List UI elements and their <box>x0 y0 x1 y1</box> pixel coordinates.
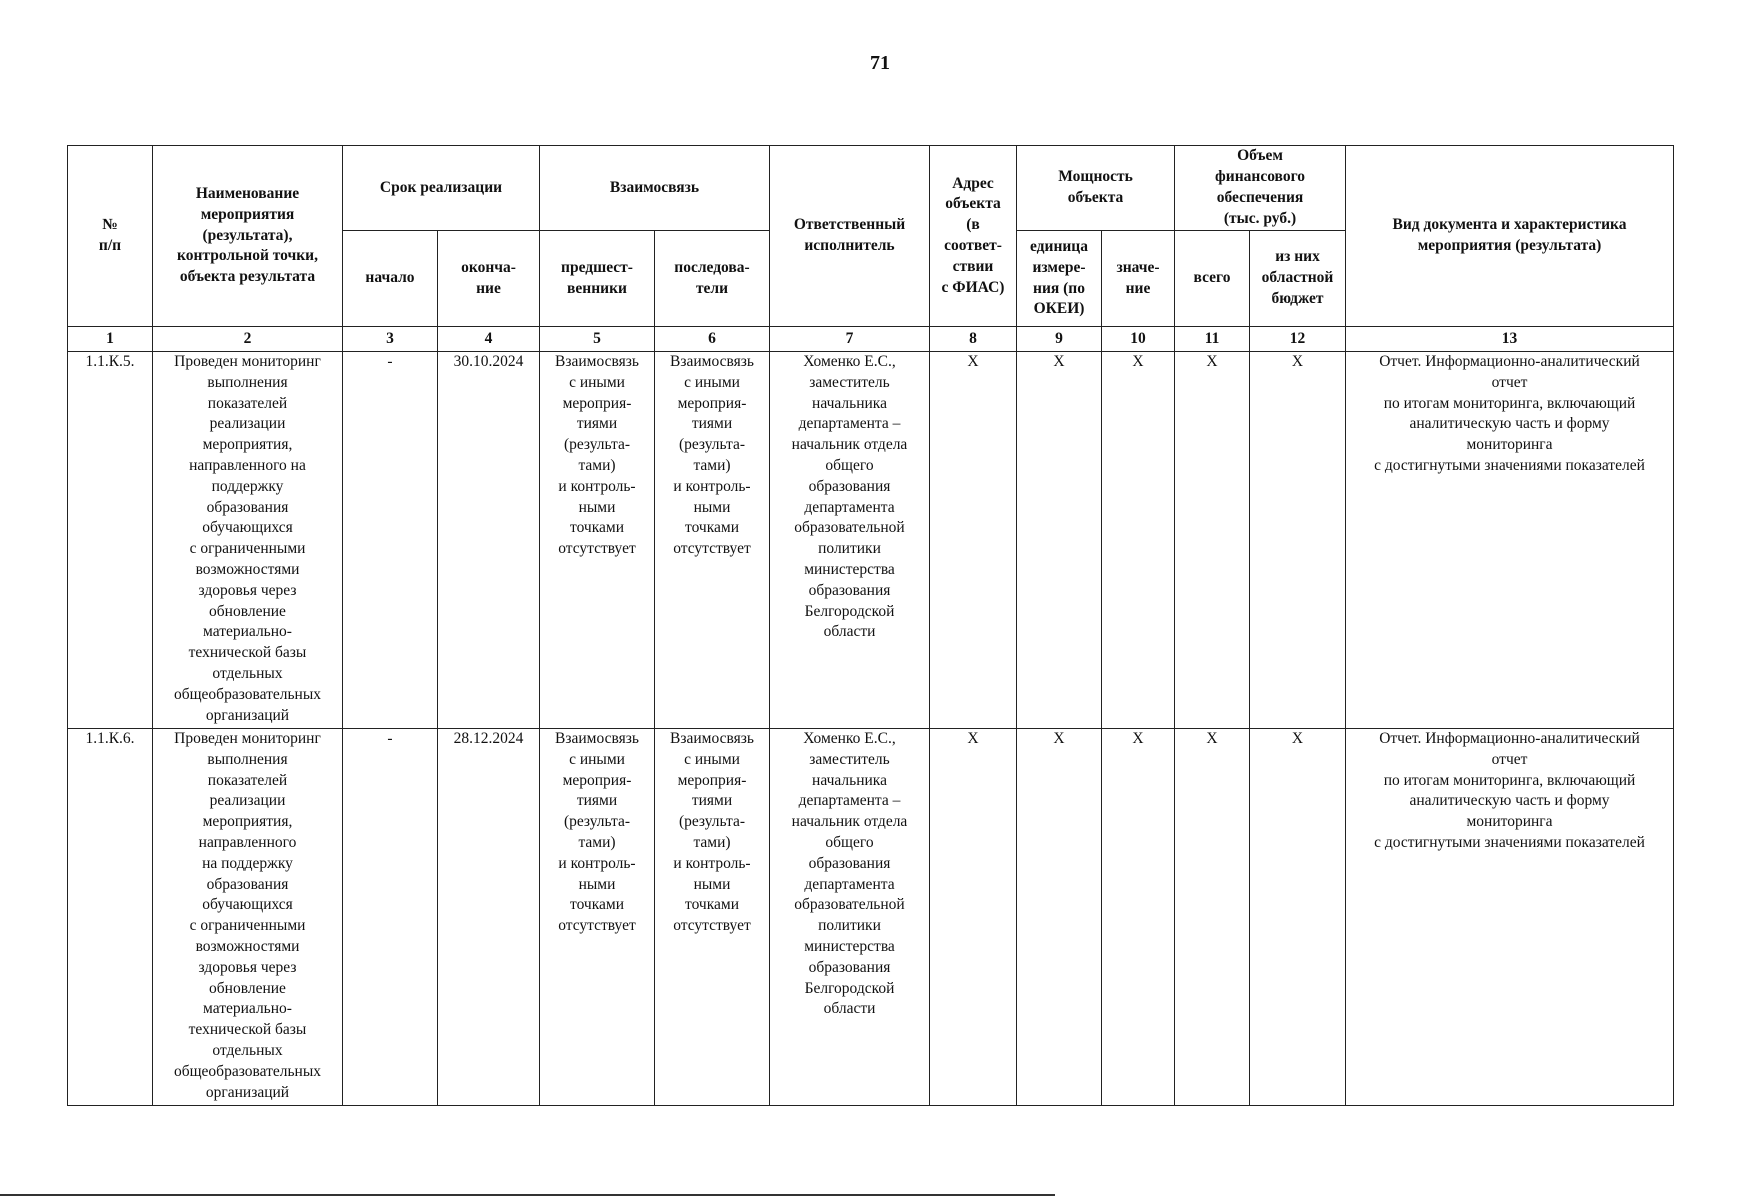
cell-value: X <box>1102 352 1175 729</box>
cell-address: X <box>930 729 1017 1106</box>
cell-predecessors: Взаимосвязь с иными мероприя- тиями (результа- тами) и контроль- ными точками отсутствует <box>540 729 655 1106</box>
cell-document: Отчет. Информационно-аналитический отчет по итогам мониторинга, включающий аналитическую часть и форму мониторинга с достигнутыми значениями показателей <box>1346 729 1674 1106</box>
column-number: 11 <box>1175 327 1250 352</box>
cell-responsible: Хоменко Е.С., заместитель начальника департамента – начальник отдела общего образования департамента образовательной политики министерства образования Белгородской области <box>770 729 930 1106</box>
page-number: 71 <box>870 52 890 74</box>
bottom-rule <box>0 1194 1055 1196</box>
column-number-row <box>68 327 1674 352</box>
header-end: оконча- ние <box>438 231 540 327</box>
cell-regional-budget: X <box>1250 729 1346 1106</box>
cell-end: 30.10.2024 <box>438 352 540 729</box>
cell-name: Проведен мониторинг выполнения показателей реализации мероприятия, направленного на поддержку образования обучающихся с ограниченными возможностями здоровья через обновление материально- технической базы отдельных общеобразовательных организаций <box>153 729 343 1106</box>
cell-value: X <box>1102 729 1175 1106</box>
column-number: 4 <box>438 327 540 352</box>
header-value: значе- ние <box>1102 231 1175 327</box>
cell-successors: Взаимосвязь с иными мероприя- тиями (результа- тами) и контроль- ными точками отсутствует <box>655 352 770 729</box>
cell-responsible: Хоменко Е.С., заместитель начальника департамента – начальник отдела общего образования департамента образовательной политики министерства образования Белгородской области <box>770 352 930 729</box>
cell-document: Отчет. Информационно-аналитический отчет по итогам мониторинга, включающий аналитическую часть и форму мониторинга с достигнутыми значениями показателей <box>1346 352 1674 729</box>
header-number: № п/п <box>68 146 153 327</box>
header-start: начало <box>343 231 438 327</box>
cell-name: Проведен мониторинг выполнения показателей реализации мероприятия, направленного на поддержку образования обучающихся с ограниченными возможностями здоровья через обновление материально- технической базы отдельных общеобразовательных организаций <box>153 352 343 729</box>
header-unit: единица измере- ния (по ОКЕИ) <box>1017 231 1102 327</box>
cell-number: 1.1.К.5. <box>68 352 153 729</box>
table-row <box>68 729 1674 1106</box>
cell-start: - <box>343 729 438 1106</box>
cell-regional-budget: X <box>1250 352 1346 729</box>
cell-total: X <box>1175 352 1250 729</box>
table-body <box>68 352 1674 1106</box>
column-number: 12 <box>1250 327 1346 352</box>
header-successors: последова- тели <box>655 231 770 327</box>
header-document: Вид документа и характеристика мероприятия (результата) <box>1346 146 1674 327</box>
header-capacity: Мощность объекта <box>1017 146 1175 231</box>
column-number: 6 <box>655 327 770 352</box>
cell-end: 28.12.2024 <box>438 729 540 1106</box>
cell-address: X <box>930 352 1017 729</box>
column-number: 8 <box>930 327 1017 352</box>
header-name: Наименование мероприятия (результата), контрольной точки, объекта результата <box>153 146 343 327</box>
header-predecessors: предшест- венники <box>540 231 655 327</box>
cell-start: - <box>343 352 438 729</box>
cell-unit: X <box>1017 352 1102 729</box>
column-number: 3 <box>343 327 438 352</box>
header-regional-budget: из них областной бюджет <box>1250 231 1346 327</box>
column-number: 9 <box>1017 327 1102 352</box>
cell-predecessors: Взаимосвязь с иными мероприя- тиями (результа- тами) и контроль- ными точками отсутствует <box>540 352 655 729</box>
column-number: 5 <box>540 327 655 352</box>
column-number: 2 <box>153 327 343 352</box>
cell-successors: Взаимосвязь с иными мероприя- тиями (результа- тами) и контроль- ными точками отсутствует <box>655 729 770 1106</box>
cell-total: X <box>1175 729 1250 1106</box>
header-period: Срок реализации <box>343 146 540 231</box>
table-header <box>68 146 1674 352</box>
cell-unit: X <box>1017 729 1102 1106</box>
column-number: 13 <box>1346 327 1674 352</box>
header-responsible: Ответственный исполнитель <box>770 146 930 327</box>
column-number: 1 <box>68 327 153 352</box>
activities-table <box>67 145 1674 1106</box>
header-funding: Объем финансового обеспечения (тыс. руб.) <box>1175 146 1346 231</box>
column-number: 7 <box>770 327 930 352</box>
header-address: Адрес объекта (в соответ- ствии с ФИАС) <box>930 146 1017 327</box>
header-relationship: Взаимосвязь <box>540 146 770 231</box>
table-row <box>68 352 1674 729</box>
cell-number: 1.1.К.6. <box>68 729 153 1106</box>
header-total: всего <box>1175 231 1250 327</box>
column-number: 10 <box>1102 327 1175 352</box>
